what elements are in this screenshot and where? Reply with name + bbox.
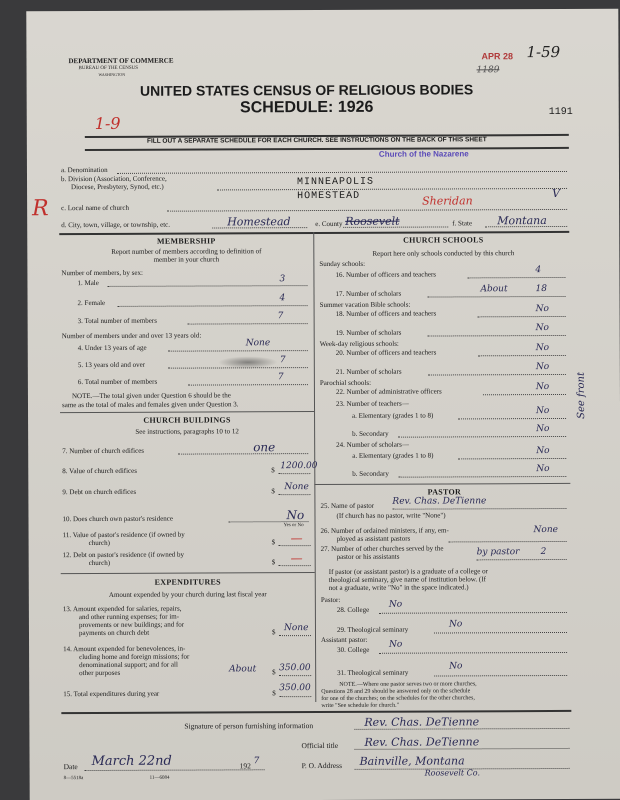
membership-intro-1: Report number of members according to definition of <box>111 247 262 256</box>
q2-answer: 4 <box>279 293 286 304</box>
state-value: Montana <box>497 214 547 228</box>
division-line <box>217 188 567 191</box>
q6-label: 6. Total number of members <box>77 377 158 387</box>
q31-answer: No <box>449 661 463 672</box>
q11-line <box>279 545 311 546</box>
official-title-value: Rev. Chas. DeTienne <box>364 735 480 749</box>
q30-label: 30. College <box>337 645 370 654</box>
q18-label: 18. Number of officers and teachers <box>335 309 437 318</box>
q25-answer: Rev. Chas. DeTienne <box>392 496 487 507</box>
q8-label: 8. Value of church edifices <box>62 466 138 476</box>
city-label: d. City, town, village, or township, etc. <box>61 220 171 230</box>
q9-answer: None <box>284 482 309 493</box>
q10-answer: No <box>286 508 305 523</box>
q25-line <box>392 508 566 510</box>
q26-answer: None <box>533 524 558 536</box>
weekday-schools-label: Week-day religious schools: <box>319 339 399 349</box>
q31-label: 31. Theological seminary <box>337 668 409 677</box>
header-rule-2 <box>85 147 569 151</box>
form-code: 8—5518a <box>63 776 84 782</box>
q28-label: 28. College <box>336 605 370 614</box>
q13-dollar: $ <box>271 628 276 637</box>
q11-answer: — <box>290 531 303 546</box>
q15-line <box>279 696 311 697</box>
q13-label-4: payments on church debt <box>78 628 150 638</box>
pastor-note-1: NOTE.—Where one pastor serves two or more churches, <box>339 681 477 688</box>
q14-about-note: About <box>229 664 257 675</box>
separate-schedule-instruction: FILL OUT A SEPARATE SCHEDULE FOR EACH CHURCH. SEE INSTRUCTIONS ON THE BACK OF THIS SHEET <box>146 136 487 145</box>
tick-mark: V <box>552 186 561 201</box>
q23b-line <box>398 436 566 438</box>
division-label-1: b. Division (Association, Conference, <box>60 174 167 184</box>
form-code-2: 11—6084 <box>149 775 170 781</box>
ink-smudge <box>218 356 278 368</box>
yes-or-no-hint: Yes or No <box>283 523 304 529</box>
q24a-line <box>458 458 566 459</box>
signature-value: Rev. Chas. DeTienne <box>364 715 480 729</box>
q14-label-2: cluding home and foreign missions; for <box>79 652 190 662</box>
q5-label: 5. 13 years old and over <box>77 360 146 370</box>
q16-label: 16. Number of officers and teachers <box>335 270 437 279</box>
county-line <box>343 226 448 227</box>
q29-label: 29. Theological seminary <box>336 625 409 634</box>
graduate-note-1: If pastor (or assistant pastor) is a graduate of a college or <box>328 567 488 576</box>
q5-answer: 7 <box>279 355 286 366</box>
section-bottom-rule <box>61 710 571 714</box>
denomination-label: a. Denomination <box>60 165 108 175</box>
q16-answer: 4 <box>535 265 542 276</box>
q14-label-4: other purposes <box>79 668 121 678</box>
pastor-note-4: write "See schedule for church." <box>321 702 400 710</box>
signature-label: Signature of person furnishing information <box>184 721 314 731</box>
q2-label: 2. Female <box>77 298 106 308</box>
q22-label: 22. Number of administrative officers <box>335 387 442 396</box>
q14-label-1: 14. Amount expended for benevolences, in- <box>63 644 186 654</box>
local-name-label: c. Local name of church <box>61 203 129 213</box>
q15-dollar: $ <box>272 689 276 698</box>
corner-number: 1-59 <box>526 42 561 62</box>
membership-intro-2: member in your church <box>153 255 220 264</box>
q23a-line <box>458 418 566 419</box>
q6-answer: 7 <box>277 372 284 383</box>
pastor-title: PASTOR <box>427 487 462 497</box>
q12-dollar: $ <box>271 558 276 567</box>
summer-schools-label: Summer vacation Bible schools: <box>319 300 411 310</box>
bureau-name: BUREAU OF THE CENSUS <box>78 65 139 72</box>
q15-answer: 350.00 <box>279 683 311 694</box>
q23a-answer: No <box>536 406 550 417</box>
q19-line <box>428 335 566 337</box>
date-line <box>85 769 265 771</box>
margin-red-mark: R <box>32 196 49 222</box>
buildings-intro: See instructions, paragraphs 10 to 12 <box>135 427 239 436</box>
denomination-line <box>117 171 567 174</box>
q21-line <box>428 374 566 376</box>
q17-label: 17. Number of scholars <box>335 289 402 298</box>
buildings-title: CHURCH BUILDINGS <box>143 415 231 425</box>
q28-line <box>379 612 567 614</box>
q30-answer: No <box>389 639 403 650</box>
q27-by-pastor-note: by pastor <box>476 547 520 558</box>
q23b-label: b. Secondary <box>352 429 389 438</box>
q13-line <box>279 635 311 636</box>
q20-line <box>478 355 566 356</box>
struck-number: 1189 <box>476 65 500 76</box>
q27-answer: 2 <box>540 547 547 558</box>
city-line <box>212 227 307 228</box>
q21-label: 21. Number of scholars <box>335 367 402 376</box>
q17-about-note: About <box>480 284 508 295</box>
q4-label: 4. Under 13 years of age <box>77 343 147 353</box>
q7-label: 7. Number of church edifices <box>62 446 145 456</box>
date-value: March 22nd <box>91 753 172 770</box>
city-value: Homestead <box>227 215 291 229</box>
assistant-pastor-label: Assistant pastor: <box>321 635 368 645</box>
q22-answer: No <box>535 382 550 393</box>
state-line <box>485 226 567 227</box>
under13-label: Number of members under and over 13 years old: <box>61 331 202 341</box>
q21-answer: No <box>535 362 550 373</box>
q30-line <box>379 652 567 654</box>
q9-line <box>278 494 310 495</box>
po-address-value: Bainville, Montana <box>359 754 465 768</box>
serial-number: 1191 <box>548 106 573 119</box>
city-name: WASHINGTON <box>98 71 126 77</box>
expenditures-title: EXPENDITURES <box>154 577 221 587</box>
q4-line <box>168 350 308 352</box>
state-label: f. State <box>452 219 473 228</box>
q27-label-2: pastor or his assistants <box>336 552 400 561</box>
q8-dollar: $ <box>271 466 275 475</box>
county-value: Roosevelt <box>345 214 400 228</box>
q3-label: 3. Total number of members <box>77 316 157 326</box>
q23b-answer: No <box>536 424 550 435</box>
q6-line <box>188 384 308 386</box>
q17-line <box>428 296 566 298</box>
q20-answer: No <box>535 343 550 354</box>
membership-note-1: NOTE.—The total given under Question 6 should be the <box>71 391 231 401</box>
q26-label-2: ployed as assistant pastors <box>336 534 411 543</box>
pastor-note-3: for one of the churches; on the schedules for the other churches, <box>321 695 475 703</box>
q12-line <box>279 565 311 566</box>
po-address-label: P. O. Address <box>301 760 343 771</box>
q14-dollar: $ <box>272 668 276 677</box>
q13-label-1: 13. Amount expended for salaries, repairs, <box>62 604 182 614</box>
q13-label-3: provements or new buildings; and for <box>78 620 185 630</box>
by-sex-label: Number of members, by sex: <box>61 268 143 278</box>
q23a-label: a. Elementary (grades 1 to 8) <box>352 411 434 420</box>
q11-label-1: 11. Value of pastor's residence (if owned by <box>62 530 185 540</box>
form-title: UNITED STATES CENSUS OF RELIGIOUS BODIES <box>139 81 474 99</box>
membership-title: MEMBERSHIP <box>156 236 216 246</box>
q4-answer: None <box>245 338 271 349</box>
q25-note: (If church has no pastor, write "None") <box>336 511 446 520</box>
pastor-note-2: Questions 28 and 29 should be answered only on the schedule <box>321 688 471 696</box>
q29-line <box>434 632 567 634</box>
q19-label: 19. Number of scholars <box>335 328 402 337</box>
membership-rule <box>60 411 314 413</box>
buildings-rule <box>61 572 315 574</box>
q18-line <box>478 316 566 317</box>
q20-label: 20. Number of officers and teachers <box>335 348 437 357</box>
q9-label: 9. Debt on church edifices <box>62 487 137 497</box>
q31-line <box>434 675 567 677</box>
q19-answer: No <box>535 323 549 334</box>
q15-label: 15. Total expenditures during year <box>63 689 160 699</box>
schools-intro: Report here only schools conducted by this church <box>372 249 515 258</box>
q13-label-2: and other running expenses; for im- <box>78 612 180 622</box>
q22-line <box>483 394 566 395</box>
schools-rule <box>314 483 570 485</box>
q27-label-1: 27. Number of other churches served by the <box>320 544 444 554</box>
graduate-note-3: not a graduate, write "No" in the space indicated.) <box>328 583 469 592</box>
date-label: Date <box>63 762 78 772</box>
q24a-label: a. Elementary (grades 1 to 8) <box>352 451 434 460</box>
q25-label: 25. Name of pastor <box>320 501 375 511</box>
q24b-answer: No <box>536 464 550 475</box>
q12-label-2: church) <box>88 558 111 568</box>
po-address-county: Roosevelt Co. <box>424 768 481 778</box>
q26-line <box>449 541 567 543</box>
denomination-stamp: Church of the Nazarene <box>378 149 469 159</box>
local-name-value: HOMESTEAD <box>297 190 361 203</box>
county-overwrite: Sheridan <box>422 194 473 208</box>
pastor-sub-label: Pastor: <box>320 595 341 605</box>
graduate-note-2: theological seminary, give name of institution below. (If <box>328 575 486 584</box>
q13-answer: None <box>283 623 309 634</box>
q3-line <box>188 323 308 325</box>
county-label: e. County <box>315 219 343 229</box>
membership-note-2: same as the total of males and females given under Question 3. <box>61 400 239 410</box>
q14-line <box>279 675 311 676</box>
q1-answer: 3 <box>279 274 286 285</box>
q23-label: 23. Number of teachers— <box>335 399 409 408</box>
dept-name: DEPARTMENT OF COMMERCE <box>68 56 174 66</box>
q12-answer: — <box>290 551 303 566</box>
q3-answer: 7 <box>277 311 284 322</box>
q18-answer: No <box>535 304 549 315</box>
census-form-page <box>26 9 620 800</box>
q7-line <box>178 453 308 455</box>
q1-line <box>107 285 307 287</box>
q16-line <box>467 277 565 278</box>
parochial-schools-label: Parochial schools: <box>319 378 372 388</box>
year-value: 7 <box>253 756 260 767</box>
schedule-title: SCHEDULE: 1926 <box>239 98 374 117</box>
local-name-line <box>167 209 567 212</box>
q24a-answer: No <box>536 446 550 457</box>
schools-title: CHURCH SCHOOLS <box>403 235 484 245</box>
official-title-label: Official title <box>301 740 339 751</box>
margin-side-note: See front <box>575 372 588 419</box>
q29-answer: No <box>448 619 463 630</box>
year-prefix: 192 <box>239 761 251 771</box>
q7-answer: one <box>253 440 276 455</box>
q1-label: 1. Male <box>77 278 99 288</box>
q8-line <box>278 473 310 474</box>
q10-label: 10. Does church own pastor's residence <box>62 514 174 524</box>
q24-label: 24. Number of scholars— <box>336 440 409 449</box>
q11-dollar: $ <box>271 538 276 547</box>
q14-label-3: denominational support; and for all <box>79 660 178 670</box>
red-code: 1-9 <box>94 113 121 133</box>
q2-line <box>118 305 308 307</box>
q9-dollar: $ <box>271 487 275 496</box>
q24b-label: b. Secondary <box>352 469 389 478</box>
q11-label-2: church) <box>88 538 111 548</box>
q28-answer: No <box>388 599 403 610</box>
q14-answer: 350.00 <box>279 663 311 674</box>
q27-line <box>477 559 567 560</box>
sunday-schools-label: Sunday schools: <box>319 259 366 269</box>
q12-label-1: 12. Debt on pastor's residence (if owned by <box>62 550 185 560</box>
q8-answer: 1200.00 <box>280 461 318 472</box>
q17-answer: 18 <box>535 284 547 295</box>
division-label-2: Diocese, Presbytery, Synod, etc.) <box>71 182 164 192</box>
received-date-stamp: APR 28 <box>481 51 514 62</box>
q24b-line <box>398 476 566 478</box>
q26-label-1: 26. Number of ordained ministers, if any, em- <box>320 526 449 536</box>
expenditures-intro: Amount expended by your church during last fiscal year <box>108 590 267 599</box>
division-value: MINNEAPOLIS <box>297 176 375 189</box>
